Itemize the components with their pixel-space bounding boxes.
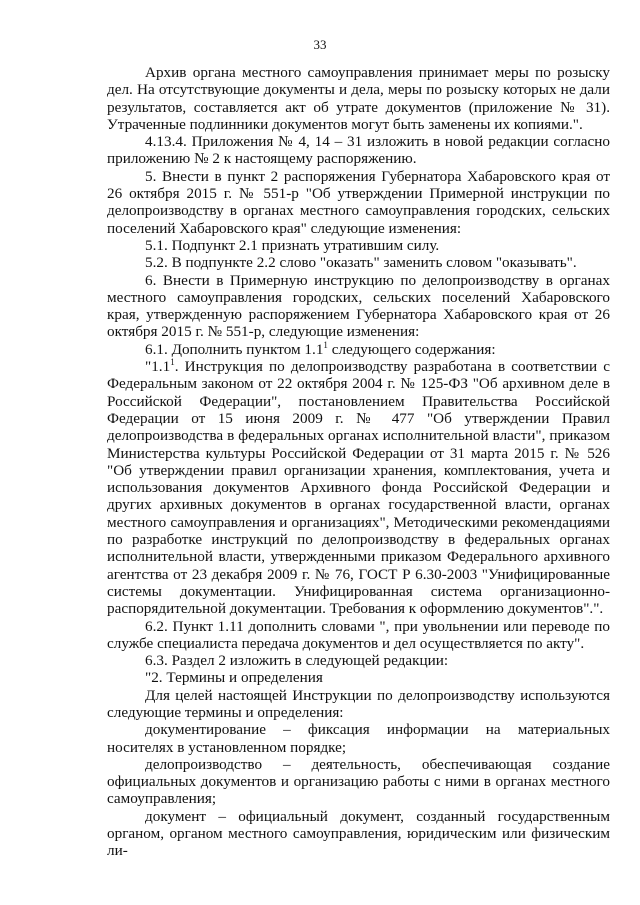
term-document: документ – официальный документ, созданный государственным органом, органом местного самоуправления, юридическим или физическим ли- [107,807,610,860]
paragraph-6-1-superscript: 1 [323,339,328,350]
paragraph-5: 5. Внести в пункт 2 распоряжения Губернатора Хабаровского края от 26 октября 2015 г. № 551-р "Об утверждении Примерной инструкции по делопроизводству в органах местного самоуправления городских, сельских поселений Хабаровского края" следующие изменения: [107,167,610,237]
paragraph-6: 6. Внести в Примерную инструкцию по делопроизводству в органах местного самоуправления городских, сельских поселений Хабаровского края, утвержденную распоряжением Губернатора Хабаровского края от 26 октября 2015 г. № 551-р, следующие изменения: [107,271,610,341]
paragraph-1-1-1-rest: . Инструкция по делопроизводству разработана в соответствии с Федеральным законом от 22 октября 2004 г. № 125-ФЗ "Об архивном деле в Российской Федерации", постановлением Правительства Российской Федерации от 15 июня 2009 г. № 477 "Об утверждении Правил делопроизводства в федеральных органах исполнительной власти", приказом Министерства культуры Российской Федерации от 31 марта 2015 г. № 526 "Об утверждении правил организации хранения, комплектования, учета и использования документов Архивного фонда Российской Федерации и других архивных документов в органах государственной власти, органах местного самоуправления и организациях", Методическими рекомендациями по разработке инструкций по делопроизводству в федеральных органах исполнительной власти, утвержденными приказом Федерального архивного агентства от 23 декабря 2009 г. № 76, ГОСТ Р 6.30-2003 "Унифицированные системы документации. Унифицированная система организационно-распорядительной документации. Требования к оформлению документов".". [107,358,610,618]
section-2-heading: "2. Термины и определения [145,669,323,687]
page-number: 33 [313,37,327,52]
paragraph-4-13-4: 4.13.4. Приложения № 4, 14 – 31 изложить в новой редакции согласно приложению № 2 к настоящему распоряжению. [107,133,610,168]
paragraph-6-1-before: 6.1. Дополнить пунктом 1.1 [145,340,324,358]
paragraph-terms-intro: Для целей настоящей Инструкции по делопроизводству используются следующие термины и определения: [107,686,610,721]
paragraph-5-1: 5.1. Подпункт 2.1 признать утратившим силу. [145,236,440,254]
paragraph-6-1 [107,341,610,358]
paragraph-5-2: 5.2. В подпункте 2.2 слово "оказать" заменить словом "оказывать". [145,254,577,272]
document-body [107,64,610,860]
paragraph-6-2: 6.2. Пункт 1.11 дополнить словами ", при увольнении или переводе по службе специалиста передача документов и дел осуществляется по акту". [107,617,610,652]
paragraph-6-3: 6.3. Раздел 2 изложить в следующей редакции: [145,652,449,670]
term-documenting: документирование – фиксация информации на материальных носителях в установленном порядке; [107,721,610,756]
paragraph-archive-search: Архив органа местного самоуправления принимает меры по розыску дел. На отсутствующие документы и дела, меры по розыску которых не дали результатов, составляется акт об утрате документов (приложение № 31). Утраченные подлинники документов могут быть заменены их копиями.". [107,64,610,133]
paragraph-1-1-1-superscript: 1 [170,356,175,367]
paragraph-1-1-1 [107,358,610,617]
term-records-management: делопроизводство – деятельность, обеспечивающая создание официальных документов и организацию работы с ними в органах местного самоуправления; [107,755,610,808]
paragraph-6-1-after: следующего содержания: [327,340,496,358]
paragraph-1-1-1-open: "1.1 [145,358,171,376]
